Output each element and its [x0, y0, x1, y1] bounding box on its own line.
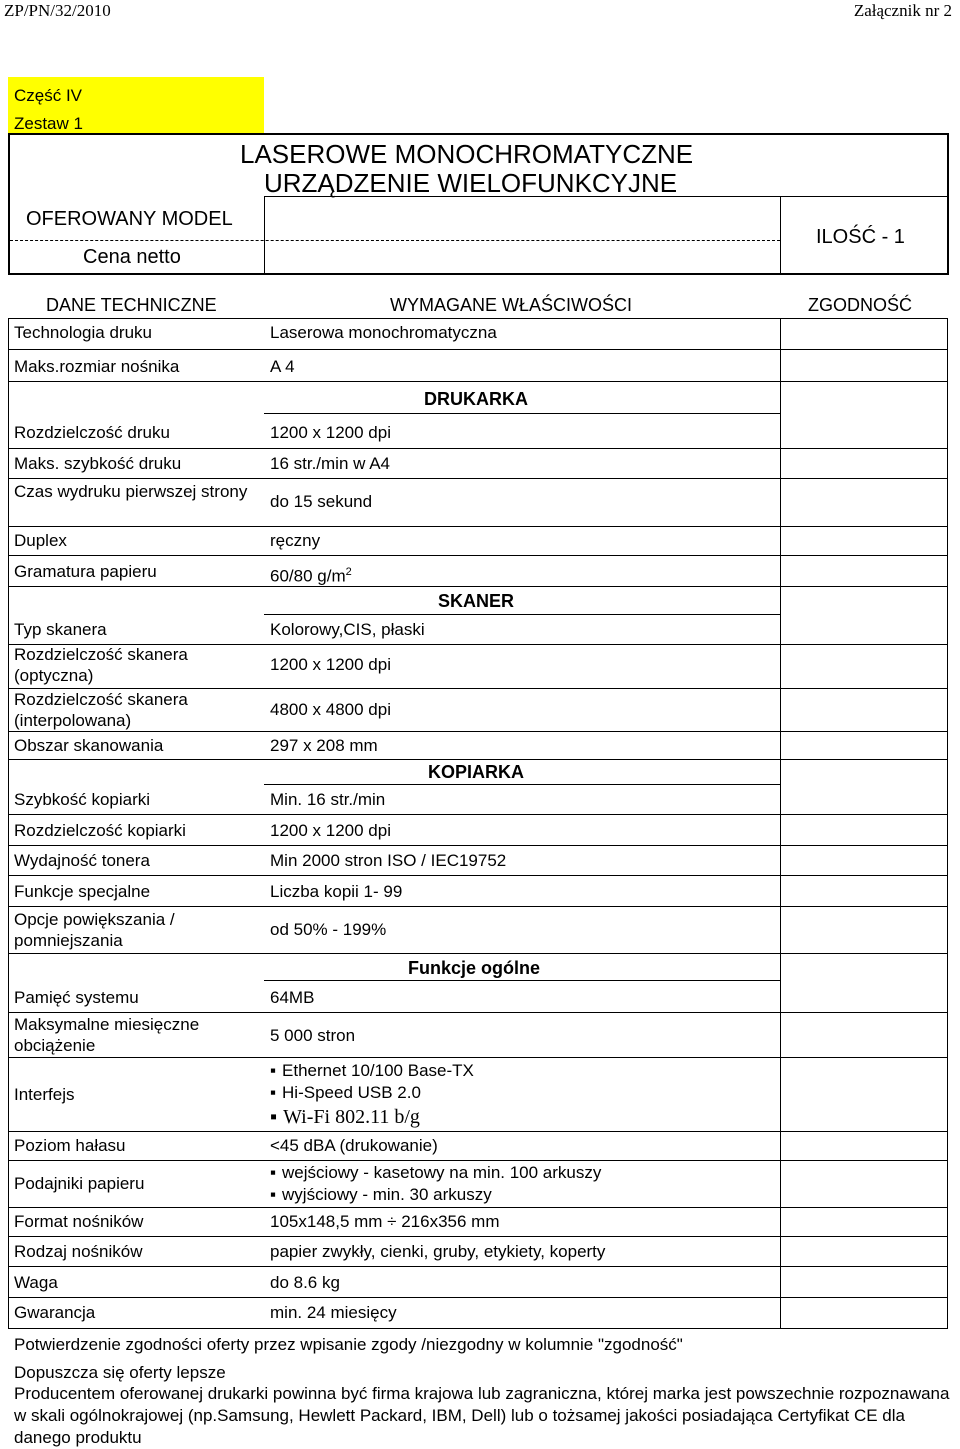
- row-separator: [8, 381, 948, 382]
- row-separator: [8, 1266, 948, 1267]
- row-label: Gwarancja: [14, 1303, 96, 1322]
- column-technical: DANE TECHNICZNE: [46, 295, 217, 315]
- copier-section-underline: [264, 784, 780, 785]
- table-right-border: [947, 318, 948, 1328]
- row-label: Technologia druku: [14, 323, 152, 342]
- quantity-divider: [780, 196, 781, 274]
- row-label: Pamięć systemu: [14, 988, 139, 1007]
- row-label: Obszar skanowania: [14, 736, 164, 755]
- row-value: min. 24 miesięcy: [270, 1303, 397, 1322]
- offered-model-label: OFEROWANY MODEL: [26, 208, 233, 230]
- interface-item: ▪ Ethernet 10/100 Base-TX: [270, 1061, 474, 1081]
- scanner-section-underline: [264, 614, 780, 615]
- row-label: Opcje powiększania / pomniejszania: [14, 910, 175, 950]
- title-left-border: [8, 133, 10, 274]
- title-line-1: LASEROWE MONOCHROMATYCZNE: [240, 139, 694, 169]
- row-value: ręczny: [270, 531, 321, 550]
- row-value: 297 x 208 mm: [270, 736, 378, 755]
- row-separator: [8, 1236, 948, 1237]
- copier-section-title: KOPIARKA: [428, 762, 525, 782]
- header-bottom-line: [8, 318, 948, 319]
- title-top-border: [8, 133, 949, 135]
- document-reference: ZP/PN/32/2010: [4, 1, 111, 20]
- row-label: Typ skanera: [14, 620, 107, 639]
- row-label: Waga: [14, 1273, 58, 1292]
- table-bottom-border: [8, 1328, 948, 1329]
- interface-item: ▪ Wi-Fi 802.11 b/g: [270, 1105, 420, 1129]
- model-divider: [264, 196, 265, 274]
- footer-note-better-offers: Dopuszcza się oferty lepsze: [14, 1363, 226, 1382]
- row-separator: [8, 731, 948, 732]
- row-label: Rozdzielczość skanera (interpolowana): [14, 690, 188, 730]
- tray-item: ▪ wyjściowy - min. 30 arkuszy: [270, 1185, 492, 1205]
- row-label: Rodzaj nośników: [14, 1242, 143, 1261]
- row-label: Funkcje specjalne: [14, 882, 151, 901]
- row-label: Interfejs: [14, 1085, 75, 1104]
- row-separator: [8, 906, 948, 907]
- row-label: Maksymalne miesięczne obciążenie: [14, 1015, 200, 1055]
- row-value: 64MB: [270, 988, 315, 1007]
- row-separator: [8, 448, 948, 449]
- general-section-title: Funkcje ogólne: [408, 958, 541, 978]
- set-label: Zestaw 1: [14, 114, 83, 133]
- row-value: 1200 x 1200 dpi: [270, 821, 391, 840]
- row-separator: [8, 555, 948, 556]
- row-label: Rozdzielczość kopiarki: [14, 821, 186, 840]
- net-price-label: Cena netto: [83, 246, 181, 268]
- row-separator: [8, 478, 948, 479]
- scanner-section-title: SKANER: [438, 591, 515, 611]
- row-value: Kolorowy,CIS, płaski: [270, 620, 425, 639]
- title-right-border: [947, 133, 949, 274]
- row-label: Rozdzielczość druku: [14, 423, 170, 442]
- row-value: 16 str./min w A4: [270, 454, 390, 473]
- interface-item: ▪ Hi-Speed USB 2.0: [270, 1083, 421, 1103]
- row-value: <45 dBA (drukowanie): [270, 1136, 438, 1155]
- row-value: 4800 x 4800 dpi: [270, 700, 391, 719]
- row-label: Duplex: [14, 531, 67, 550]
- row-separator: [8, 845, 948, 846]
- quantity-label: ILOŚĆ - 1: [816, 226, 905, 248]
- row-label: Format nośników: [14, 1212, 144, 1231]
- row-value: Laserowa monochromatyczna: [270, 323, 497, 342]
- title-line-2: URZĄDZENIE WIELOFUNKCYJNE: [264, 168, 678, 198]
- dashed-separator: [10, 240, 780, 241]
- column-required: WYMAGANE WŁAŚCIWOŚCI: [390, 295, 633, 315]
- compliance-column-divider: [780, 318, 781, 1328]
- row-value: do 15 sekund: [270, 492, 373, 511]
- row-separator: [8, 1297, 948, 1298]
- table-left-border: [8, 318, 9, 1328]
- tray-item: ▪ wejściowy - kasetowy na min. 100 arkuszy: [270, 1163, 601, 1183]
- row-value: Min. 16 str./min: [270, 790, 386, 809]
- grammage-superscript: 2: [345, 566, 352, 578]
- row-separator: [8, 1057, 948, 1058]
- row-separator: [8, 953, 948, 954]
- row-label: Czas wydruku pierwszej strony: [14, 482, 248, 501]
- printer-section-title: DRUKARKA: [424, 389, 528, 409]
- row-label: Wydajność tonera: [14, 851, 150, 870]
- row-separator: [8, 814, 948, 815]
- row-value: Liczba kopii 1- 99: [270, 882, 403, 901]
- row-separator: [8, 526, 948, 527]
- row-separator: [8, 586, 948, 587]
- row-separator: [8, 1131, 948, 1132]
- footer-note-compliance: Potwierdzenie zgodności oferty przez wpisanie zgody /niezgodny w kolumnie "zgodność": [14, 1335, 683, 1354]
- row-separator: [8, 349, 948, 350]
- row-separator: [8, 1160, 948, 1161]
- row-separator: [8, 759, 948, 760]
- row-value: 1200 x 1200 dpi: [270, 423, 391, 442]
- row-value: 5 000 stron: [270, 1026, 356, 1045]
- column-compliance: ZGODNOŚĆ: [808, 295, 913, 315]
- row-separator: [8, 1012, 948, 1013]
- row-value: 1200 x 1200 dpi: [270, 655, 391, 674]
- general-section-underline: [264, 980, 780, 981]
- row-value: od 50% - 199%: [270, 920, 387, 939]
- row-label: Poziom hałasu: [14, 1136, 126, 1155]
- footer-note-manufacturer: Producentem oferowanej drukarki powinna być firma krajowa lub zagraniczna, której marka jest powszechnie rozpoznawana w skali ogólnokrajowej (np.Samsung, Hewlett Packard, IBM, Dell) lub o tożsamej jakości posiadająca Certyfikat CE dla danego produktu: [14, 1384, 950, 1447]
- row-value: papier zwykły, cienki, gruby, etykiety, koperty: [270, 1242, 606, 1261]
- attachment-number: Załącznik nr 2: [853, 1, 952, 20]
- row-value: 105x148,5 mm ÷ 216x356 mm: [270, 1212, 500, 1231]
- row-value: [270, 562, 352, 587]
- row-label: Gramatura papieru: [14, 562, 157, 581]
- row-label: Podajniki papieru: [14, 1174, 145, 1193]
- part-label: Część IV: [14, 86, 83, 105]
- row-value: do 8.6 kg: [270, 1273, 340, 1292]
- row-label: Maks.rozmiar nośnika: [14, 357, 180, 376]
- row-separator: [8, 1207, 948, 1208]
- row-label: Rozdzielczość skanera (optyczna): [14, 645, 188, 685]
- row-value: A 4: [270, 357, 295, 376]
- grammage-value: 60/80 g/m: [270, 566, 346, 586]
- row-value: Min 2000 stron ISO / IEC19752: [270, 851, 507, 870]
- row-separator: [8, 875, 948, 876]
- title-bottom-border: [8, 273, 949, 275]
- row-label: Maks. szybkość druku: [14, 454, 182, 473]
- row-label: Szybkość kopiarki: [14, 790, 151, 809]
